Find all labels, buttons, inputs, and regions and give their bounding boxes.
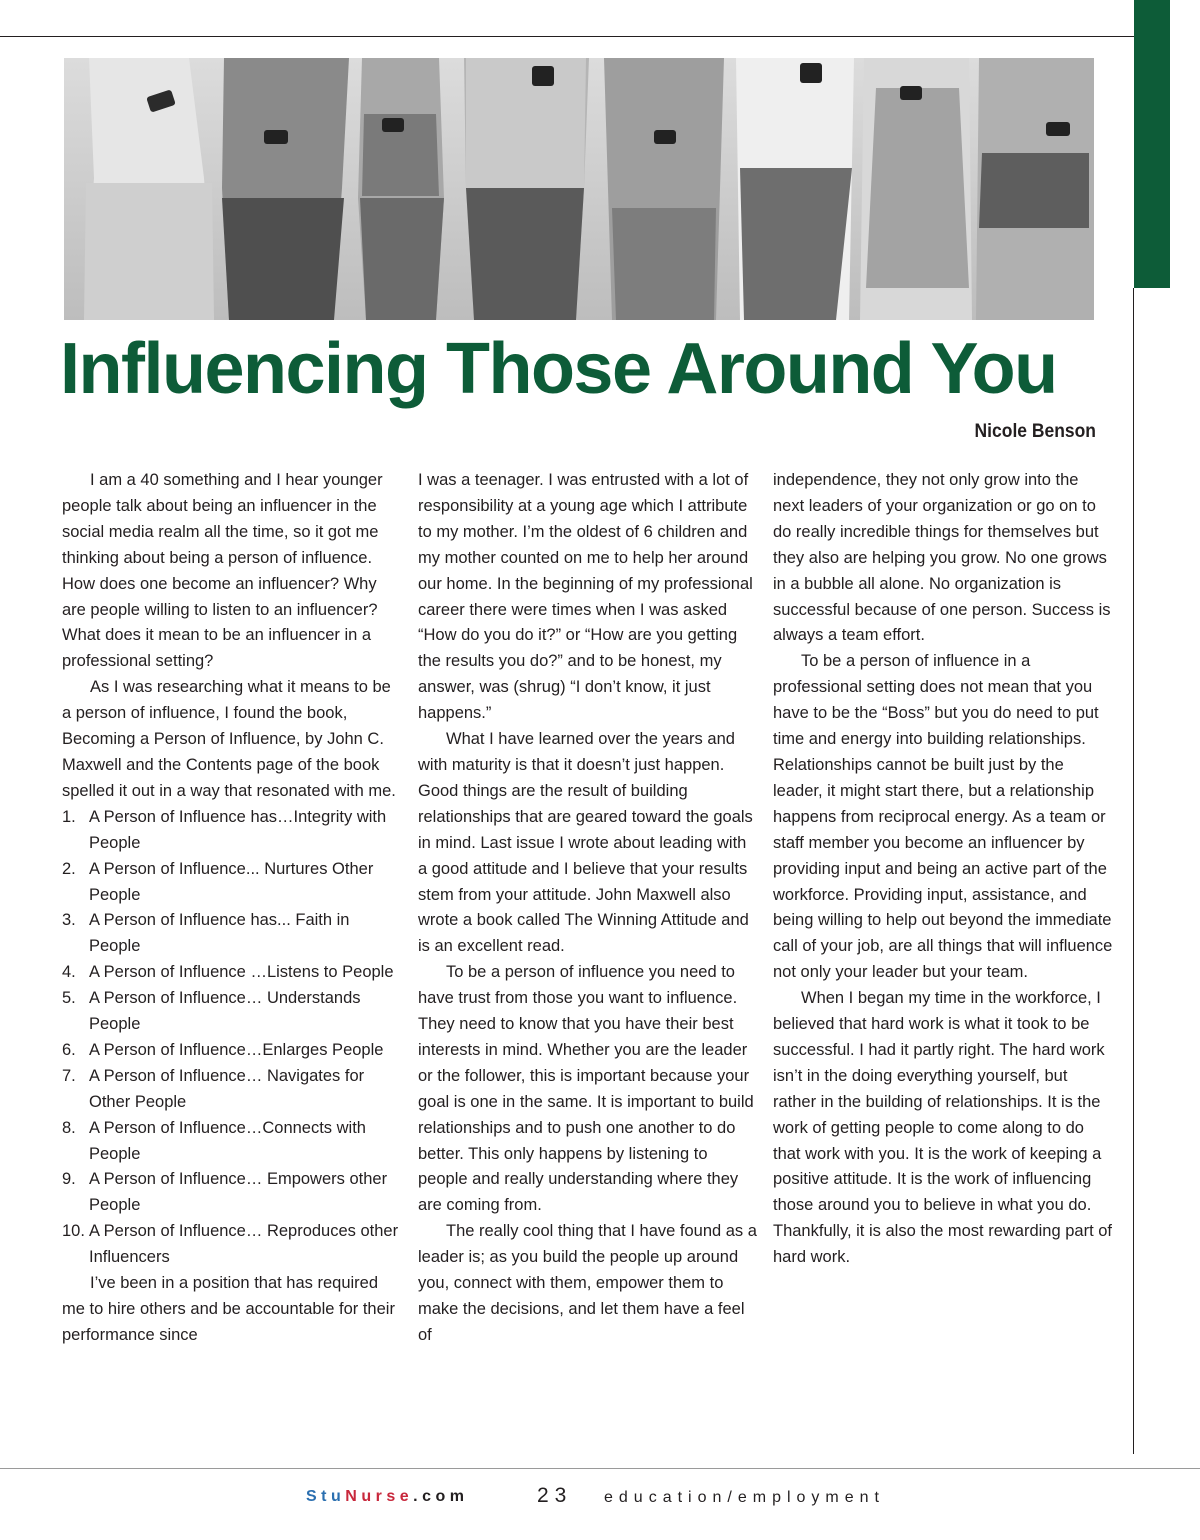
paragraph: To be a person of influence you need to have trust from those you want to influence. They need to know that you have their best interests in mind. Whether you are the leader or the follower, this is important because your goal is one in the same. It is important to build relationships and to push one another to do better. This only happens by listening to people and really understanding where they are coming from. <box>418 963 754 1215</box>
list-item <box>62 1167 402 1219</box>
page-number: 23 <box>537 1484 573 1507</box>
author-byline: Nicole Benson <box>974 421 1096 442</box>
contents-list <box>62 805 402 1271</box>
list-item <box>62 1116 402 1168</box>
paragraph: I was a teenager. I was entrusted with a lot of responsibility at a young age which I attribute to my mother. I’m the oldest of 6 children and my mother counted on me to help her around our home. In the beginning of my professional career there were times when I was asked “How do you do it?” or “How are you getting the results you do?” and to be honest, my answer, was (shrug) “I don’t know, it just happens.” <box>418 471 753 723</box>
paragraph: What I have learned over the years and with maturity is that it doesn’t just happen. Good things are the result of building relationships that are geared toward the goals in mind. Last issue I wrote about leading with a good attitude and I believe that your results stem from your attitude. John Maxwell also wrote a book called The Winning Attitude and is an excellent read. <box>418 730 753 956</box>
list-item <box>62 1064 402 1116</box>
article-title: Influencing Those Around You <box>60 329 1057 409</box>
paragraph: independence, they not only grow into the next leaders of your organization or go on to do really incredible things for themselves but they also are helping you grow. No one grows in a bubble all alone. No organization is successful because of one person. Success is always a team effort. <box>773 471 1111 645</box>
list-item <box>62 986 402 1038</box>
section-label: education/employment <box>604 1489 885 1506</box>
list-number: 2. <box>62 859 76 878</box>
green-side-tab <box>1134 0 1170 288</box>
hero-image <box>64 58 1094 320</box>
footer-rule <box>0 1468 1200 1469</box>
list-item <box>62 1219 402 1271</box>
list-item <box>62 908 402 960</box>
brand-nurse: Nurse <box>345 1488 414 1505</box>
list-item <box>62 805 402 857</box>
list-number: 4. <box>62 963 76 982</box>
top-rule <box>0 36 1134 37</box>
site-brand <box>306 1488 468 1506</box>
text-column-3 <box>773 468 1113 1271</box>
list-item-text: A Person of Influence …Listens to People <box>89 963 394 982</box>
list-item-text: A Person of Influence… Navigates for Other People <box>89 1066 365 1111</box>
list-number: 6. <box>62 1040 76 1059</box>
brand-stu: Stu <box>306 1488 346 1505</box>
paragraph: The really cool thing that I have found as a leader is; as you build the people up around you, connect with them, empower them to make the decisions, and let them have a feel of <box>418 1222 757 1344</box>
list-number: 1. <box>62 807 76 826</box>
paragraph: I’ve been in a position that has required me to hire others and be accountable for their performance since <box>62 1274 395 1344</box>
paragraph: When I began my time in the workforce, I believed that hard work is what it took to be successful. I had it partly right. The hard work isn’t in the doing everything yourself, but rather in the building of relationships. It is the work of getting people to come along to do that work with you. It is the work of keeping a positive attitude. It is the work of influencing those around you to believe in what you do. Thankfully, it is also the most rewarding part of hard work. <box>773 989 1113 1267</box>
list-item <box>62 857 402 909</box>
text-column-1 <box>62 468 402 1349</box>
list-number: 3. <box>62 911 76 930</box>
list-item <box>62 960 402 986</box>
list-item-text: A Person of Influence…Connects with People <box>89 1118 366 1163</box>
page-footer <box>0 1486 1200 1514</box>
text-column-2 <box>418 468 758 1349</box>
list-item-text: A Person of Influence... Nurtures Other People <box>89 859 374 904</box>
list-item-text: A Person of Influence… Reproduces other Influencers <box>89 1222 399 1267</box>
list-item-text: A Person of Influence has…Integrity with People <box>89 807 387 852</box>
list-number: 10. <box>62 1222 85 1241</box>
list-item-text: A Person of Influence… Empowers other People <box>89 1170 388 1215</box>
list-item-text: A Person of Influence has... Faith in People <box>89 911 350 956</box>
paragraph: To be a person of influence in a professional setting does not mean that you have to be the “Boss” but you do need to put time and energy into building relationships. Relationships cannot be built just by the leader, it might start there, but a relationship happens from reciprocal energy. As a team or staff member you become an influencer by providing input and being an active part of the workforce. Providing input, assistance, and being willing to help out beyond the immediate call of your job, are all things that will influence not only your leader but your team. <box>773 652 1113 982</box>
brand-com: .com <box>413 1488 469 1505</box>
paragraph: I am a 40 something and I hear younger people talk about being an influencer in the social media realm all the time, so it got me thinking about being a person of influence. How does one become an influencer? Why are people willing to listen to an influencer? What does it mean to be an influencer in a professional setting? <box>62 471 383 671</box>
list-item-text: A Person of Influence… Understands People <box>89 989 361 1034</box>
list-item <box>62 1038 402 1064</box>
list-item-text: A Person of Influence…Enlarges People <box>89 1040 384 1059</box>
list-number: 7. <box>62 1066 76 1085</box>
list-number: 8. <box>62 1118 76 1137</box>
list-number: 9. <box>62 1170 76 1189</box>
list-number: 5. <box>62 989 76 1008</box>
paragraph: As I was researching what it means to be a person of influence, I found the book, Becoming a Person of Influence, by John C. Maxwell and the Contents page of the book spelled it out in a way that resonated with me. <box>62 678 396 800</box>
right-rule <box>1133 288 1134 1454</box>
